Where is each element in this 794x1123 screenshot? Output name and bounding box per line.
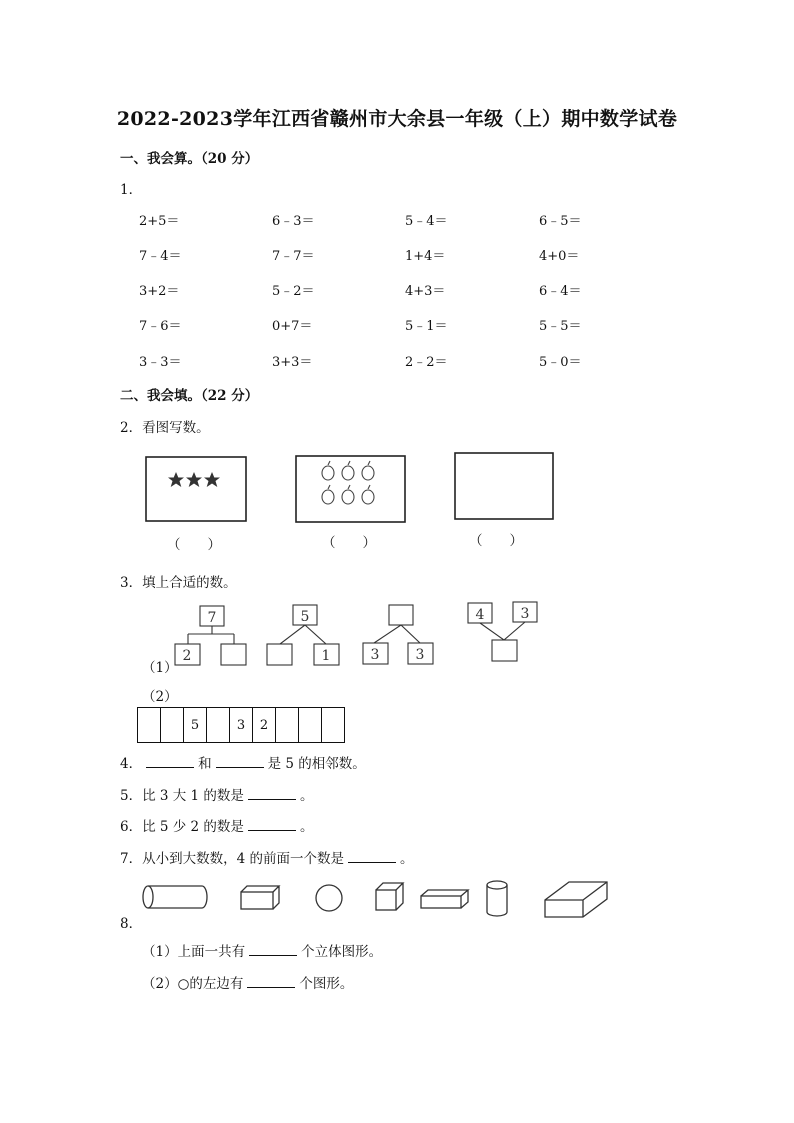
sequence-cell: 5 (183, 707, 207, 743)
question-text: 个图形。 (299, 976, 354, 992)
equation: 6﹣5＝ (539, 214, 582, 229)
tree-number: 1 (321, 648, 331, 664)
answer-blank[interactable] (247, 975, 295, 988)
question-7 (120, 847, 413, 867)
equation: 4+3＝ (405, 284, 446, 299)
section-1-heading: 一、我会算。（20 分） (120, 151, 259, 167)
equation: 7﹣7＝ (272, 249, 315, 264)
equation: 5﹣1＝ (405, 319, 448, 334)
sequence-cell[interactable] (275, 707, 299, 743)
cylinder-standing-icon (487, 881, 507, 916)
question-4 (120, 752, 366, 772)
equation: 2﹣2＝ (405, 355, 448, 370)
question-number: 4． (120, 756, 143, 772)
question-8-1 (142, 940, 382, 960)
answer-blank[interactable] (216, 755, 264, 768)
equation: 5﹣2＝ (272, 284, 315, 299)
equation: 3+3＝ (272, 355, 313, 370)
question-text: 。 (299, 819, 314, 835)
question-8-2 (142, 972, 353, 992)
cube-icon (376, 883, 403, 910)
empty-box (455, 453, 553, 519)
equation: 5﹣4＝ (405, 214, 448, 229)
sphere-icon (316, 885, 342, 911)
question-text: （1）上面一共有 (142, 944, 246, 960)
flat-cuboid-icon (421, 890, 468, 908)
question-text: 。 (399, 851, 414, 867)
answer-paren[interactable]: （ ） (469, 533, 523, 549)
number-trees (160, 598, 560, 670)
tree-number: 7 (207, 610, 217, 626)
tree-number: 3 (415, 647, 425, 663)
question-text: 。 (299, 788, 314, 804)
equation: 7﹣6＝ (139, 319, 182, 334)
equation: 6﹣4＝ (539, 284, 582, 299)
answer-blank[interactable] (146, 755, 194, 768)
question-6 (120, 815, 313, 835)
sequence-cell: 3 (229, 707, 253, 743)
equation: 5﹣5＝ (539, 319, 582, 334)
number-sequence-row (137, 707, 345, 743)
tree-number: 3 (370, 647, 380, 663)
star-icon (168, 472, 220, 487)
question-text: 5．比 3 大 1 的数是 (120, 788, 244, 804)
answer-paren[interactable]: （ ） (322, 535, 376, 551)
equation: 3﹣3＝ (139, 355, 182, 370)
equation: 0+7＝ (272, 319, 313, 334)
equation: 6﹣3＝ (272, 214, 315, 229)
page-title: 2022-2023学年江西省赣州市大余县一年级（上）期中数学试卷 (116, 108, 678, 130)
tree-number: 3 (520, 606, 530, 622)
equation: 4+0＝ (539, 249, 580, 264)
sequence-cell[interactable] (206, 707, 230, 743)
sequence-cell: 2 (252, 707, 276, 743)
sequence-cell[interactable] (137, 707, 161, 743)
equation: 1+4＝ (405, 249, 446, 264)
sequence-cell[interactable] (321, 707, 345, 743)
solid-shapes (135, 874, 615, 924)
answer-blank[interactable] (249, 943, 297, 956)
question-text: 个立体图形。 (301, 944, 383, 960)
cylinder-lying-icon (143, 886, 207, 908)
question-text: 7．从小到大数数，4 的前面一个数是 (120, 851, 344, 867)
answer-paren[interactable]: （ ） (167, 537, 221, 553)
sequence-cell[interactable] (298, 707, 322, 743)
tree-number: 2 (182, 648, 192, 664)
equation: 3+2＝ (139, 284, 180, 299)
question-text: （2）○的左边有 (142, 976, 244, 992)
equation: 2+5＝ (139, 214, 180, 229)
stars-box (146, 457, 246, 521)
answer-blank[interactable] (248, 818, 296, 831)
equation: 7﹣4＝ (139, 249, 182, 264)
question-text: 是 5 的相邻数。 (267, 756, 366, 772)
equation: 5﹣0＝ (539, 355, 582, 370)
question-3-label: 3．填上合适的数。 (120, 575, 237, 591)
tree-number: 5 (300, 609, 310, 625)
cuboid-icon (241, 886, 279, 909)
question-5 (120, 784, 313, 804)
pears-box (296, 456, 405, 522)
sequence-cell[interactable] (160, 707, 184, 743)
tree-number: 4 (475, 607, 485, 623)
large-cuboid-icon (545, 882, 607, 917)
answer-blank[interactable] (248, 787, 296, 800)
question-1-label: 1． (120, 182, 143, 198)
sub-label: （1） (142, 660, 178, 676)
sub-label: （2） (142, 689, 178, 705)
question-8-label: 8． (120, 916, 143, 932)
question-text: 6．比 5 少 2 的数是 (120, 819, 244, 835)
connector-text: 和 (198, 756, 212, 772)
section-2-heading: 二、我会填。（22 分） (120, 388, 259, 404)
answer-blank[interactable] (348, 850, 396, 863)
pear-icon (322, 461, 374, 504)
question-2-label: 2．看图写数。 (120, 420, 210, 436)
